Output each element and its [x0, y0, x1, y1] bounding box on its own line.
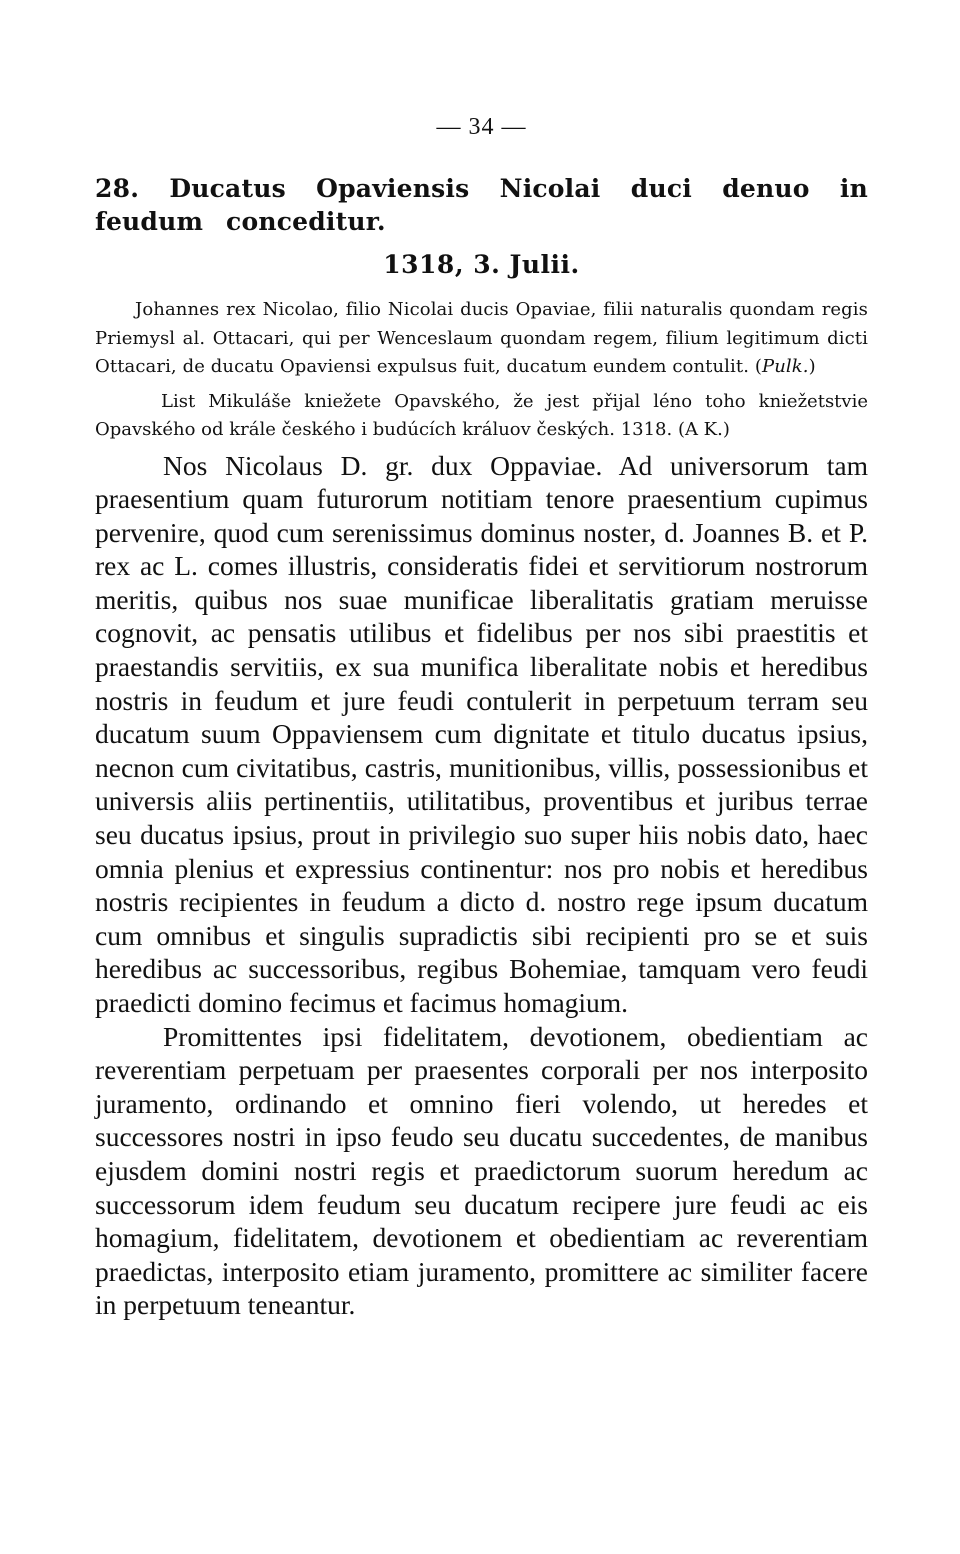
summary-source: Pulk.	[762, 356, 809, 377]
summary-source-open: (	[749, 356, 762, 377]
summary-text: Johannes rex Nicolao, filio Nicolai ducis Opaviae, filii naturalis quondam regis Priemysl al. Ottacari, qui per Wenceslaum quondam regem, filium legitimum dicti Ottacari, de ducatu Opaviensi expulsus fuit, ducatum eundem contulit.	[95, 299, 868, 377]
body-paragraph: Nos Nicolaus D. gr. dux Oppaviae. Ad universorum tam praesentium quam futurorum notitiam tenore praesentium cupimus pervenire, quod cum serenissimus dominus noster, d. Joannes B. et P. rex ac L. comes illustris, consideratis fidei et servitiorum nostrorum meritis, quibus nos suae munificae liberalitatis gratiam meruisse cognovit, ac pensatis utilibus et fidelibus per nos sibi praestitis et praestandis servitiis, ex sua munifica liberalitate nobis et heredibus nostris in feudum et jure feudi contulerit in perpetuum terram seu ducatum suum Oppaviensem cum dignitate et titulo ducatus ipsius, necnon cum civitatibus, castris, munitionibus, villis, possessionibus et universis aliis pertinentiis, utilitatibus, proventibus et juribus terrae seu ducatus ipsius, prout in privilegio suo super hiis nobis dato, haec omnia plenius et expressius continentur: nos pro nobis et heredibus nostris recipientes in feudum a dicto d. nostro rege ipsum ducatum cum omnibus et singulis supradictis sibi recipienti pro se et suis heredibus ac successoribus, regibus Bohemiae, tamquam vero feudi praedicti domino fecimus et facimus homagium.	[95, 449, 868, 1018]
body-paragraph: Promittentes ipsi fidelitatem, devotionem, obedientiam ac reverentiam perpetuam per praesentes corporali per nos interposito juramento, ordinando et omnino fieri volendo, ut heredes et successores nostri in ipso feudo seu ducatu succedentes, de manibus ejusdem domini nostri regis et praedictorum suorum heredum ac successorum idem feudum seu ducatum recipere jure feudi ac eis homagium, fidelitatem, devotionem et obedientiam ac reverentiam praedictas, interposito etiam juramento, promittere ac similiter facere in perpetuum teneantur.	[95, 1020, 868, 1321]
document-page	[95, 112, 868, 1322]
page-number: — 34 —	[436, 114, 527, 140]
regest-summary	[95, 296, 868, 382]
summary-source-close: )	[808, 356, 816, 377]
document-date: 1318, 3. Julii.	[383, 250, 580, 279]
document-title: 28. Ducatus Opaviensis Nicolai duci denuo in feudum conceditur.	[95, 174, 868, 236]
czech-heading-note: List Mikuláše kniežete Opavského, že jest přijal léno toho kniežetstvie Opavského od krále českého i budúcích králuov českých. 1318. (A K.)	[95, 390, 868, 440]
